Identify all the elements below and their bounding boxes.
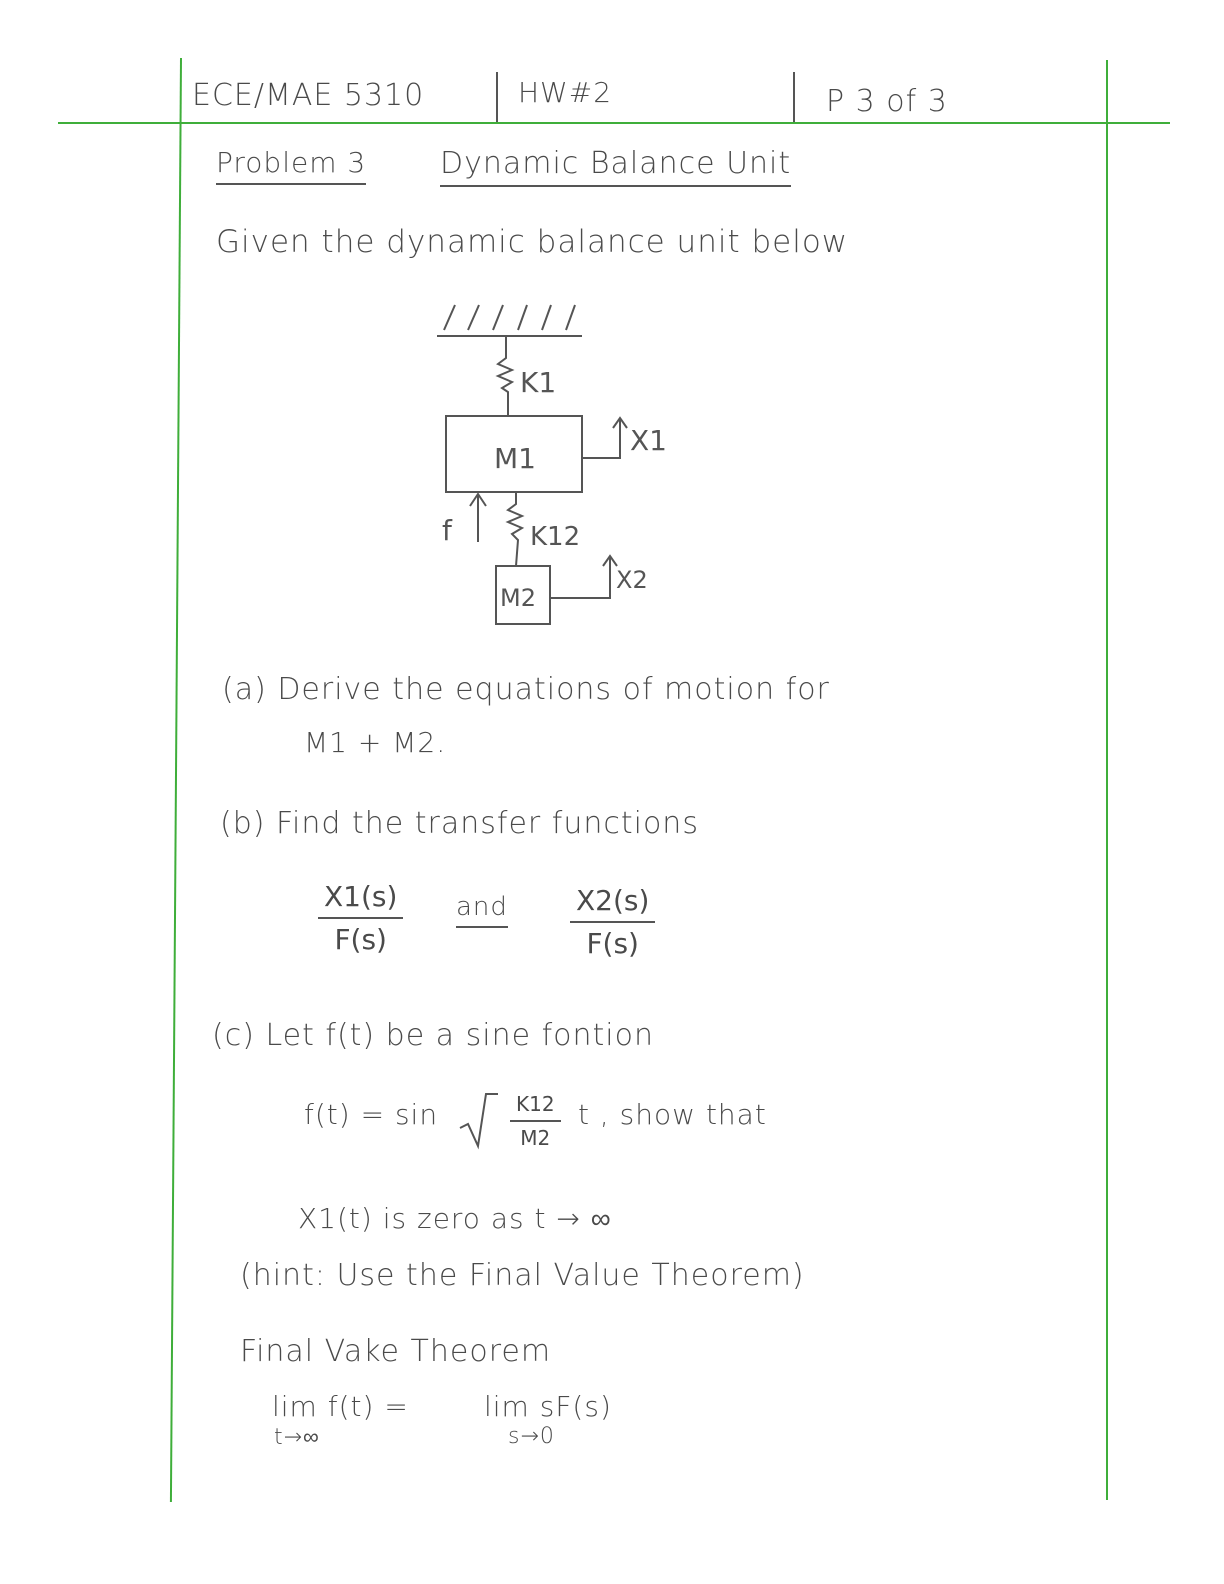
tf2-numerator: X2(s) — [570, 884, 655, 923]
part-c-claim: X1(t) is zero as t → ∞ — [298, 1202, 612, 1235]
and-label: and — [456, 892, 508, 928]
tf2-denominator: F(s) — [586, 927, 639, 960]
tf1-denominator: F(s) — [334, 923, 387, 956]
course-label: ECE/MAE 5310 — [192, 78, 425, 113]
sqrt-fraction — [510, 1092, 561, 1150]
disp-x1-label: X1 — [630, 424, 667, 457]
sqrt-icon — [458, 1090, 498, 1150]
fvt-rhs-sub: s→0 — [508, 1424, 555, 1449]
spring-k12-label: K12 — [530, 522, 581, 552]
ground-hatch — [444, 305, 575, 330]
transfer-function-1 — [318, 880, 403, 956]
spring-k1-label: K1 — [520, 366, 557, 399]
sqrt-numerator: K12 — [510, 1092, 561, 1122]
part-a-line1: (a) Derive the equations of motion for — [222, 672, 830, 707]
problem-title: Dynamic Balance Unit — [440, 146, 791, 187]
fvt-title: Final Vake Theorem — [240, 1334, 552, 1369]
fvt-lhs: lim f(t) = — [272, 1390, 409, 1423]
header-divider-2 — [793, 72, 795, 122]
part-a-line2: M1 + M2. — [304, 726, 447, 759]
fvt-lhs-sub: t→∞ — [274, 1425, 320, 1450]
mass-m1-label: M1 — [494, 442, 536, 475]
tf1-numerator: X1(s) — [318, 880, 403, 919]
disp-x2-label: X2 — [616, 566, 648, 594]
part-c-hint: (hint: Use the Final Value Theorem) — [240, 1258, 805, 1293]
part-b-line1: (b) Find the transfer functions — [220, 806, 699, 841]
force-label: f — [442, 514, 452, 547]
forcing-eq-rhs: t , show that — [578, 1098, 767, 1131]
header-rule — [58, 122, 1170, 124]
sqrt-denominator: M2 — [520, 1126, 551, 1150]
problem-intro: Given the dynamic balance unit below — [216, 224, 849, 260]
spring-k1 — [498, 336, 512, 416]
transfer-function-2 — [570, 884, 655, 960]
spring-k12 — [508, 492, 522, 566]
mass-m2-label: M2 — [500, 584, 536, 612]
part-c-line1: (c) Let f(t) be a sine fontion — [212, 1018, 654, 1053]
fvt-rhs: lim sF(s) — [484, 1390, 612, 1423]
header-divider-1 — [496, 72, 498, 122]
x2-arrow — [550, 558, 610, 598]
problem-number: Problem 3 — [216, 146, 366, 185]
page-label: P 3 of 3 — [826, 84, 948, 119]
forcing-eq-lhs: f(t) = sin — [304, 1098, 439, 1131]
assignment-label: HW#2 — [518, 76, 613, 109]
